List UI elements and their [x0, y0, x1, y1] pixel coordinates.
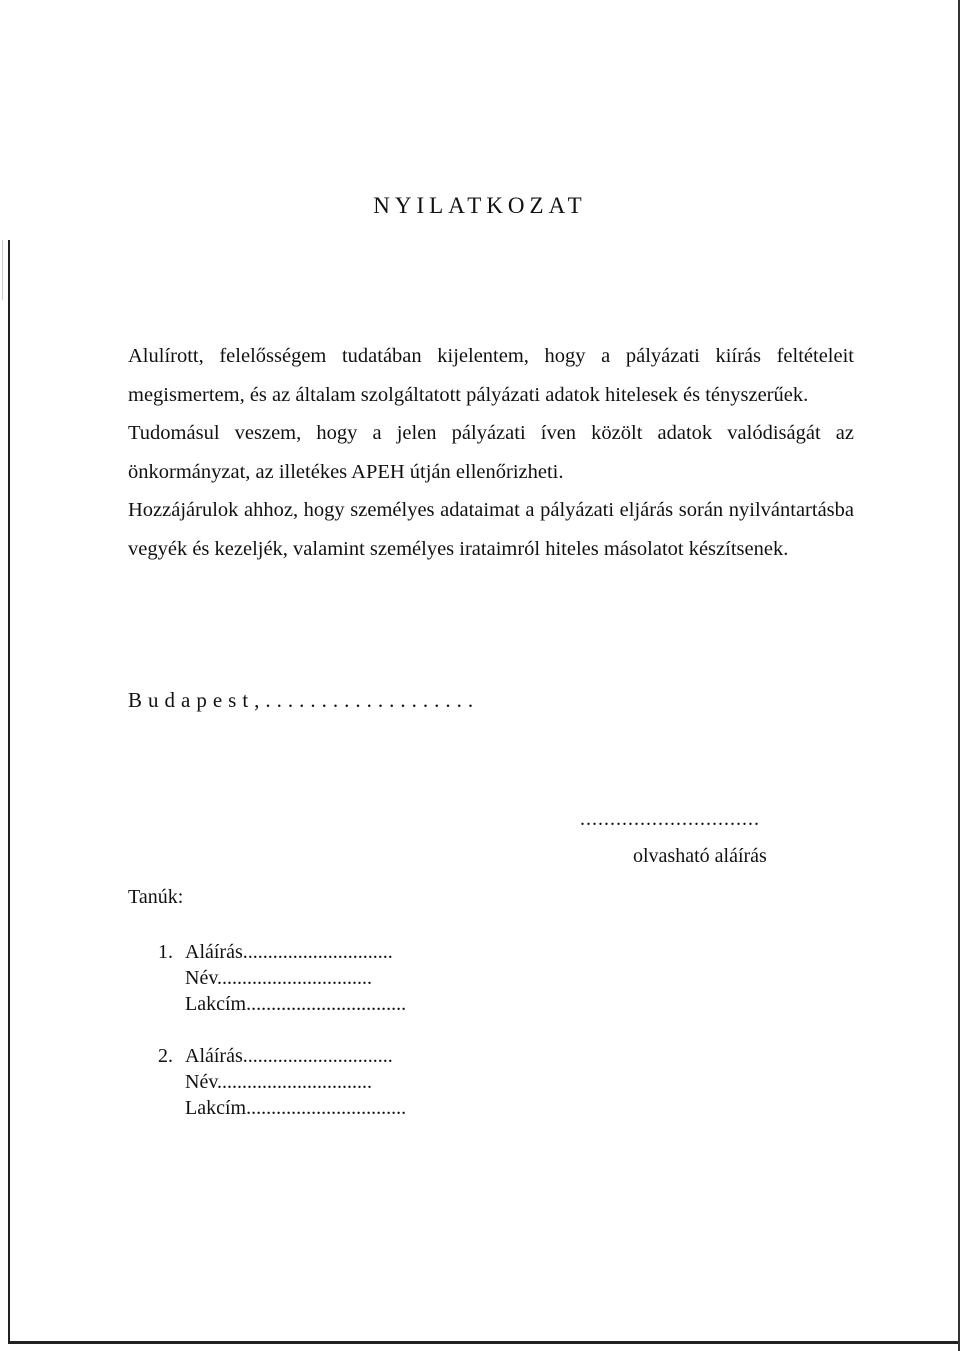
witness-1-signature-field[interactable]: Aláírás..............................	[185, 941, 393, 963]
witness-1-signature-row[interactable]	[158, 939, 406, 965]
declaration-paragraph-2: Tudomásul veszem, hogy a jelen pályázati íven közölt adatok valódiságát az önkormányzat, az illetékes APEH útján ellenőrizheti.	[128, 422, 854, 483]
witness-2-name-row[interactable]	[158, 1069, 406, 1095]
scan-artifact	[2, 240, 3, 300]
signature-caption: olvasható aláírás	[633, 845, 767, 867]
witness-2	[158, 1043, 406, 1121]
witness-2-address-row[interactable]	[158, 1095, 406, 1121]
witness-2-number: 2.	[158, 1045, 173, 1067]
witness-1-address-row[interactable]	[158, 991, 406, 1017]
witness-2-name-field[interactable]: Név...............................	[185, 1071, 373, 1093]
witness-1-number: 1.	[158, 941, 173, 963]
document-title: NYILATKOZAT	[373, 193, 587, 218]
scan-border-left	[8, 240, 10, 1343]
declaration-paragraph-3: Hozzájárulok ahhoz, hogy személyes adataimat a pályázati eljárás során nyilvántartásba vegyék és kezeljék, valamint személyes irataimról hiteles másolatot készítsenek.	[128, 499, 854, 560]
signature-line[interactable]: ..............................	[580, 808, 760, 830]
witness-1	[158, 939, 406, 1017]
place-date-field[interactable]: Budapest,...................	[128, 688, 480, 712]
scan-border-bottom	[8, 1341, 960, 1344]
witness-1-address-field[interactable]: Lakcím................................	[185, 993, 407, 1015]
declaration-paragraph-1: Alulírott, felelősségem tudatában kijelentem, hogy a pályázati kiírás feltételeit megismertem, és az általam szolgáltatott pályázati adatok hitelesek és tényszerűek.	[128, 345, 854, 406]
witness-1-name-field[interactable]: Név...............................	[185, 967, 373, 989]
witness-2-address-field[interactable]: Lakcím................................	[185, 1097, 407, 1119]
witness-2-signature-row[interactable]	[158, 1043, 406, 1069]
declaration-body	[128, 337, 854, 569]
witness-1-name-row[interactable]	[158, 965, 406, 991]
witnesses-label: Tanúk:	[128, 886, 184, 908]
witness-2-signature-field[interactable]: Aláírás..............................	[185, 1045, 393, 1067]
